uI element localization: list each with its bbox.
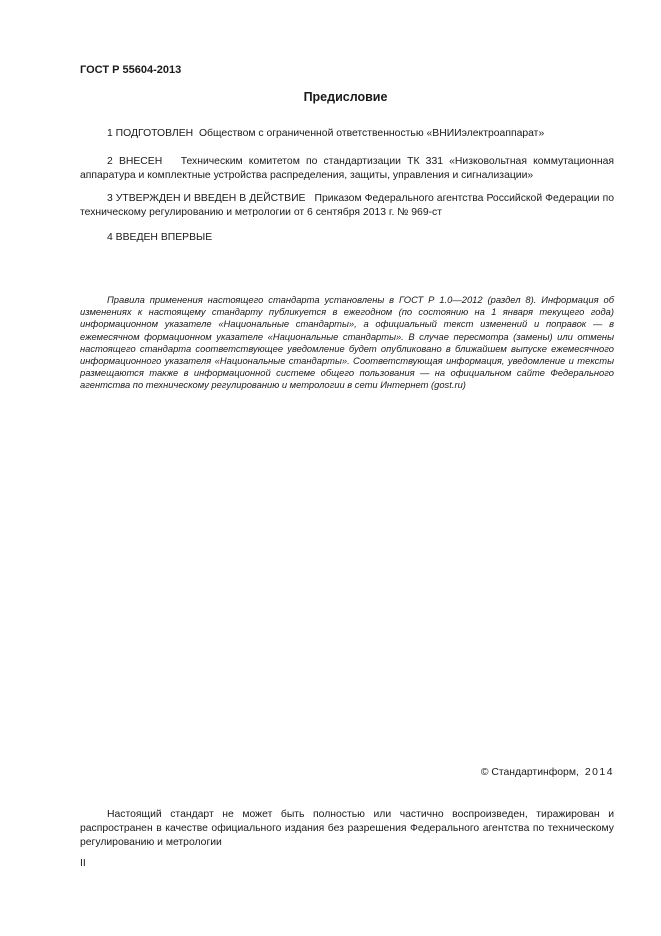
item-number: 4 [107,232,113,243]
copyright-icon: © [480,767,489,778]
item-number: 3 [107,193,113,204]
foreword-item-2 [80,155,614,183]
foreword-item-3 [80,192,614,220]
item-label: ПОДГОТОВЛЕН [115,128,194,139]
item-number: 2 [107,156,113,167]
copyright-holder: Стандартинформ, [491,767,579,778]
reproduction-notice [80,808,614,850]
foreword-item-4 [80,231,614,245]
section-title: Предисловие [303,90,388,104]
page-number: II [80,858,86,869]
reproduction-text: Настоящий стандарт не может быть полностью или частично воспроизведен, тиражирован и распространен в качестве официального издания без разрешения Федерального агентства по техническому регулированию и метрологии [80,809,614,848]
item-text: Приказом Федерального агентства Российской Федерации по техническому регулированию и метрологии от 6 сентября 2013 г. № 969-ст [80,193,614,218]
copyright-line [481,767,614,778]
item-label: УТВЕРЖДЕН И ВВЕДЕН В ДЕЙСТВИЕ [115,193,306,204]
foreword-item-1 [80,127,614,141]
item-text: Обществом с ограниченной ответственностью «ВНИИэлектроаппарат» [198,128,545,139]
application-rules-note [80,294,614,392]
document-code: ГОСТ Р 55604-2013 [80,64,182,76]
item-label: ВНЕСЕН [118,156,163,167]
item-text: Техническим комитетом по стандартизации ТК 331 «Низковольтная коммутационная аппаратура и комплектные устройства распределения, защиты, управления и сигнализации» [80,156,614,181]
note-text: Правила применения настоящего стандарта установлены в ГОСТ Р 1.0—2012 (раздел 8). Информация об изменениях к настоящему стандарту публикуется в ежегодном (по состоянию на 1 января текущего года) информационном указателе «Национальные стандарты», а официальный текст изменений и поправок — в ежемесячном формационном указателе «Национальные стандарты». В случае пересмотра (замены) или отмены настоящего стандарта соответствующее уведомление будет опубликовано в ближайшем выпуске ежемесячного информационного указателя «Национальные стандарты». Соответствующая информация, уведомление и тексты размещаются также в информационной системе общего пользования — на официальном сайте Федерального агентства по техническому регулированию и метрологии в сети Интернет (gost.ru) [80,294,614,391]
item-number: 1 [107,128,113,139]
item-label: ВВЕДЕН ВПЕРВЫЕ [115,232,213,243]
copyright-year: 2014 [584,767,614,778]
